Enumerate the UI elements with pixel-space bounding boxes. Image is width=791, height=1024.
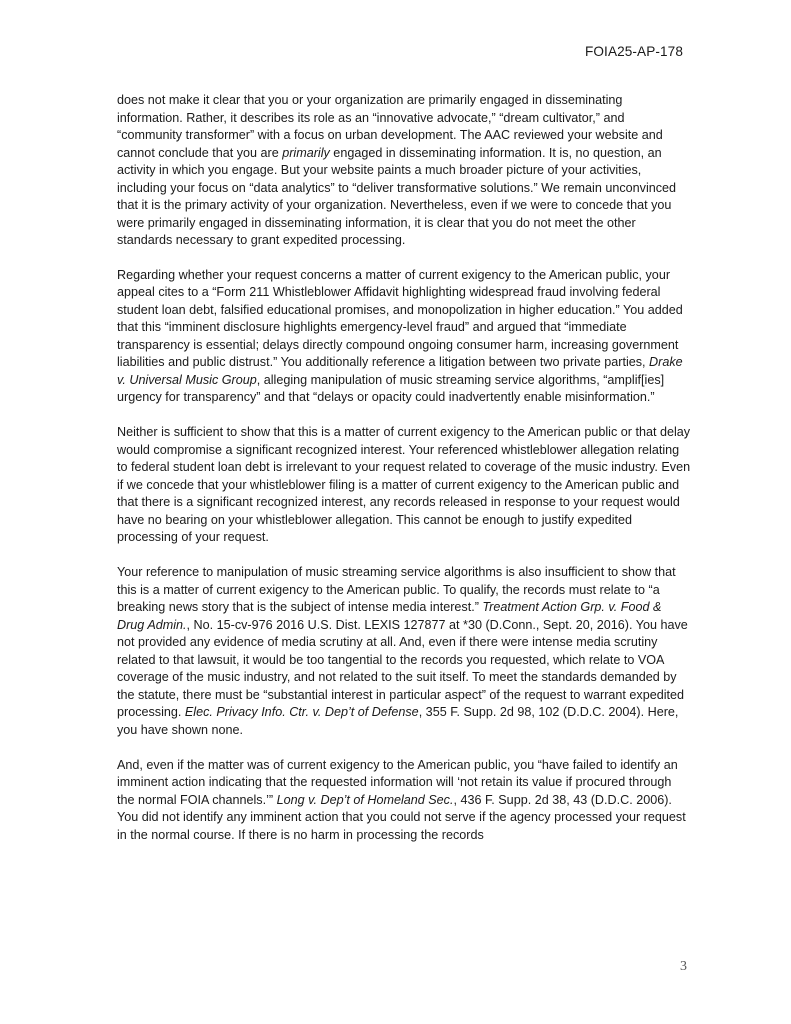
paragraph-expedited-dissemination [117, 92, 691, 250]
text-segment: Regarding whether your request concerns a matter of current exigency to the American public, your appeal cites to a “Form 211 Whistleblower Affidavit highlighting widespread fraud involving federal student loan debt, falsified educational promises, and monopolization in higher education.” You added that this “imminent disclosure highlights emergency-level fraud” and argued that “immediate transparency is essential; delays directly compound ongoing consumer harm, increasing government liabilities and public distrust.” You additionally reference a litigation between two private parties, [117, 267, 683, 370]
document-id: FOIA25-AP-178 [584, 44, 683, 59]
case-citation: Drake v. Universal Music Group [117, 355, 683, 387]
text-segment: , alleging manipulation of music streaming service algorithms, “amplif[ies] urgency for transparency” and that “delays or opacity could inadvertently enable misinformation.” [117, 372, 665, 405]
case-citation: Long v. Dep’t of Homeland Sec. [276, 792, 454, 807]
case-citation: Elec. Privacy Info. Ctr. v. Dep’t of Defense [184, 705, 419, 720]
text-segment: does not make it clear that you or your organization are primarily engaged in disseminating information. Rather, it describes its role as an “innovative advocate,” “dream cultivator,” and “community transformer” with a focus on urban development. The AAC reviewed your website and cannot conclude that you are [117, 93, 663, 160]
page-number: 3 [680, 959, 687, 974]
paragraph-current-exigency [117, 267, 691, 407]
text-segment: Neither is sufficient to show that this is a matter of current exigency to the American public or that delay would compromise a significant recognized interest. Your referenced whistleblower allegation relating to federal student loan debt is irrelevant to your request related to coverage of the music industry. Even if we concede that your whistleblower filing is a matter of current exigency to the American public and that there is a significant recognized interest, any records released in response to your request would have no bearing on your whistleblower allegation. This cannot be enough to justify expedited processing of your request. [117, 425, 691, 545]
emphasis-primarily: primarily [282, 145, 330, 160]
case-citation: Treatment Action Grp. v. Food & Drug Admin. [117, 600, 662, 632]
text-segment: , 436 F. Supp. 2d 38, 43 (D.D.C. 2006). You did not identify any imminent action that you could not serve if the agency processed your request in the normal course. If there is no harm in processing the records [117, 792, 686, 842]
text-segment: engaged in disseminating information. It is, no question, an activity in which you engage. But your website paints a much broader picture of your activities, including your focus on “data analytics” to “deliver transformative solutions.” We remain unconvinced that it is the primary activity of your organization. Nevertheless, even if we were to concede that you were primarily engaged in disseminating information, it is clear that you do not meet the other standards necessary to grant expedited processing. [117, 145, 677, 247]
text-segment: Your reference to manipulation of music streaming service algorithms is also insufficient to show that this is a matter of current exigency to the American public. To qualify, the records must relate to “a breaking news story that is the subject of intense media interest.” [117, 565, 676, 615]
paragraph-music-streaming [117, 564, 691, 739]
paragraph-insufficient-showing [117, 424, 691, 547]
letter-body [117, 92, 691, 861]
text-segment: , No. 15-cv-976 2016 U.S. Dist. LEXIS 127877 at *30 (D.Conn., Sept. 20, 2016). You have not provided any evidence of media scrutiny at all. And, even if there were intense media scrutiny related to that lawsuit, it would be too tangential to the records you requested, which relate to VOA coverage of the music industry, and not related to the suit itself. To meet the standards demanded by the statute, there must be “substantial interest in particular aspect” of the request to warrant expedited processing. [117, 617, 688, 720]
text-segment: And, even if the matter was of current exigency to the American public, you “have failed to identify an imminent action indicating that the requested information will ‘not retain its value if procured through the normal FOIA channels.’” [117, 757, 678, 807]
paragraph-imminent-action [117, 757, 691, 845]
text-segment: , 355 F. Supp. 2d 98, 102 (D.D.C. 2004). Here, you have shown none. [117, 705, 679, 737]
